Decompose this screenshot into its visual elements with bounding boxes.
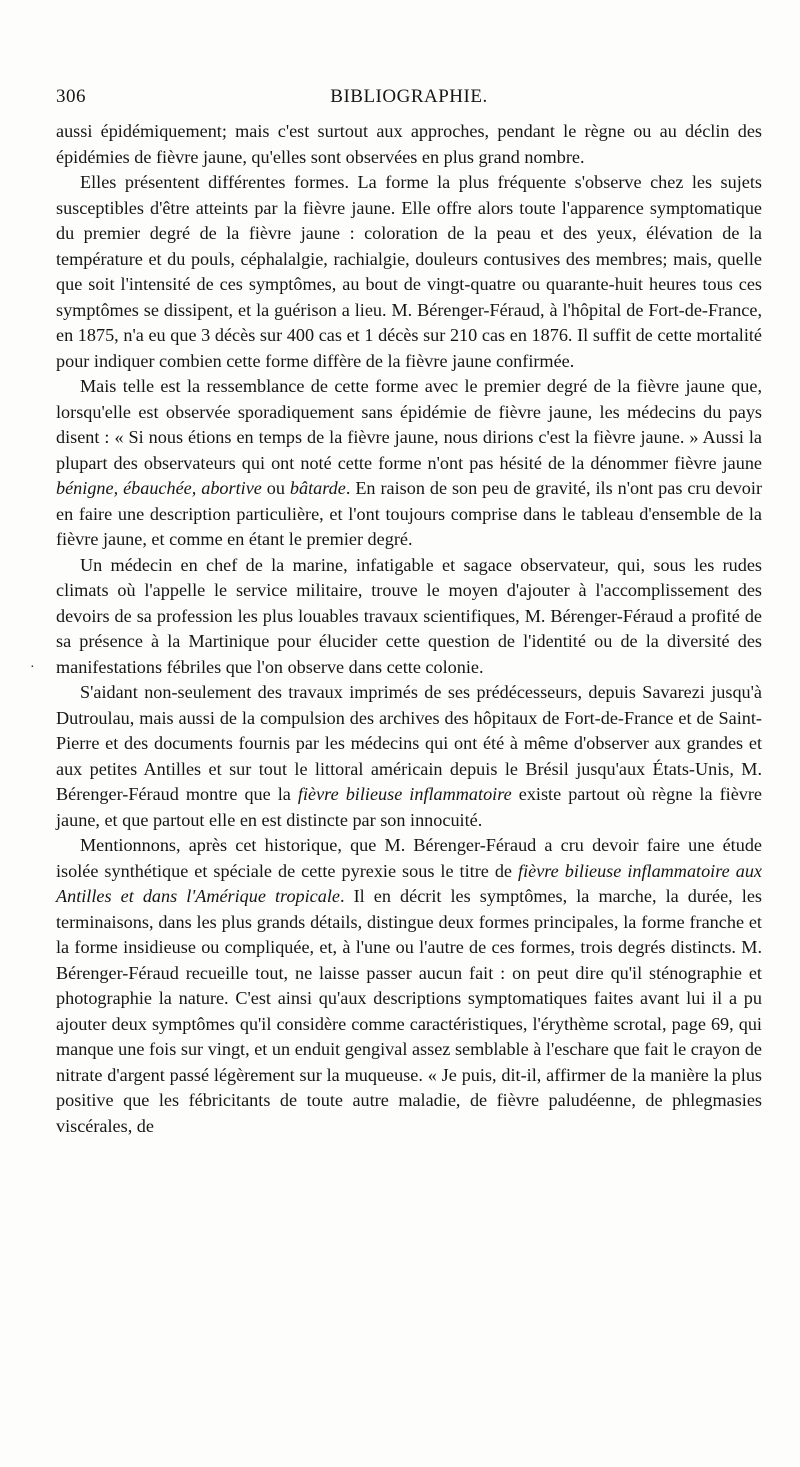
- page-number: 306: [56, 86, 86, 107]
- body-text: [56, 119, 762, 1139]
- paragraph-study: Mentionnons, après cet historique, que M. Bérenger-Féraud a cru devoir faire une étude isolée synthétique et spéciale de cette pyrexie sous le titre de fièvre bilieuse inflammatoire aux Antilles et dans l'Amérique tropicale. Il en décrit les symptômes, la marche, la durée, les terminaisons, dans les plus grands détails, distingue deux formes principales, la forme franche et la forme insidieuse ou compliquée, et, à l'une ou l'autre de ces formes, trois degrés distincts. M. Bérenger-Féraud recueille tout, ne laisse passer aucun fait : on peut dire qu'il sténographie et photographie la nature. C'est ainsi qu'aux descriptions symptomatiques faites avant lui il a pu ajouter deux symptômes qu'il considère comme caractéristiques, l'érythème scrotal, page 69, qui manque une fois sur vingt, et un enduit gengival assez semblable à l'eschare que fait le crayon de nitrate d'argent passé légèrement sur la muqueuse. « Je puis, dit-il, affirmer de la manière la plus positive que les fébricitants de toute autre maladie, de fièvre paludéenne, de phlegmasies viscérales, de: [56, 835, 762, 1136]
- italic-title: fièvre bilieuse inflammatoire aux Antilles et dans l'Amérique tropicale: [56, 860, 762, 906]
- paragraph-continuation: aussi épidémiquement; mais c'est surtout aux approches, pendant le règne ou au déclin des épidémies de fièvre jaune, qu'elles sont observées en plus grand nombre.: [56, 121, 762, 167]
- paragraph-physician: Un médecin en chef de la marine, infatigable et sagace observateur, qui, sous les rudes climats où l'appelle le service militaire, trouve le moyen d'ajouter à l'accomplissement des devoirs de sa profession les plus louables travaux scientifiques, M. Bérenger-Féraud a profité de sa présence à la Martinique pour élucider cette question de l'identité ou de la diversité des manifestations fébriles que l'on observe dans cette colonie.: [56, 554, 762, 677]
- margin-mark: ·: [30, 660, 35, 675]
- italic-term: bénigne, ébauchée, abortive: [56, 478, 262, 498]
- page-header-title: BIBLIOGRAPHIE.: [330, 86, 488, 107]
- paragraph-sources: S'aidant non-seulement des travaux imprimés de ses prédécesseurs, depuis Savarezi jusqu'à Dutroulau, mais aussi de la compulsion des archives des hôpitaux de Fort-de-France et de Saint-Pierre et des documents fournis par les médecins qui ont été à même d'observer aux grandes et aux petites Antilles et sur tout le littoral américain depuis le Brésil jusqu'aux États-Unis, M. Bérenger-Féraud montre que la fièvre bilieuse inflammatoire existe partout où règne la fièvre jaune, et que partout elle en est distincte par son innocuité.: [56, 682, 763, 830]
- italic-term: bâtarde: [289, 478, 346, 498]
- italic-term: fièvre bilieuse inflammatoire: [297, 784, 512, 804]
- paragraph-forms: Elles présentent différentes formes. La forme la plus fréquente s'observe chez les sujets susceptibles d'être atteints par la fièvre jaune. Elle offre alors toute l'apparence symptomatique du premier degré de la fièvre jaune : coloration de la peau et des yeux, élévation de la température et du pouls, céphalalgie, rachialgie, douleurs contusives des membres; mais, quelle que soit l'intensité de ces symptômes, au bout de vingt-quatre ou quarante-huit heures tous ces symptômes se dissipent, et la guérison a lieu. M. Bérenger-Féraud, à l'hôpital de Fort-de-France, en 1875, n'a eu que 3 décès sur 400 cas et 1 décès sur 210 cas en 1876. Il suffit de cette mortalité pour indiquer combien cette forme diffère de la fièvre jaune confirmée.: [56, 172, 762, 371]
- paragraph-resemblance: Mais telle est la ressemblance de cette forme avec le premier degré de la fièvre jaune que, lorsqu'elle est observée sporadiquement sans épidémie de fièvre jaune, les médecins du pays disent : « Si nous étions en temps de la fièvre jaune, nous dirions c'est la fièvre jaune. » Aussi la plupart des observateurs qui ont noté cette forme n'ont pas hésité de la dénommer fièvre jaune bénigne, ébauchée, abortive ou bâtarde. En raison de son peu de gravité, ils n'ont pas cru devoir en faire une description particulière, et l'ont toujours comprise dans le tableau d'ensemble de la fièvre jaune, et comme en étant le premier degré.: [56, 376, 762, 549]
- running-head: [56, 86, 762, 114]
